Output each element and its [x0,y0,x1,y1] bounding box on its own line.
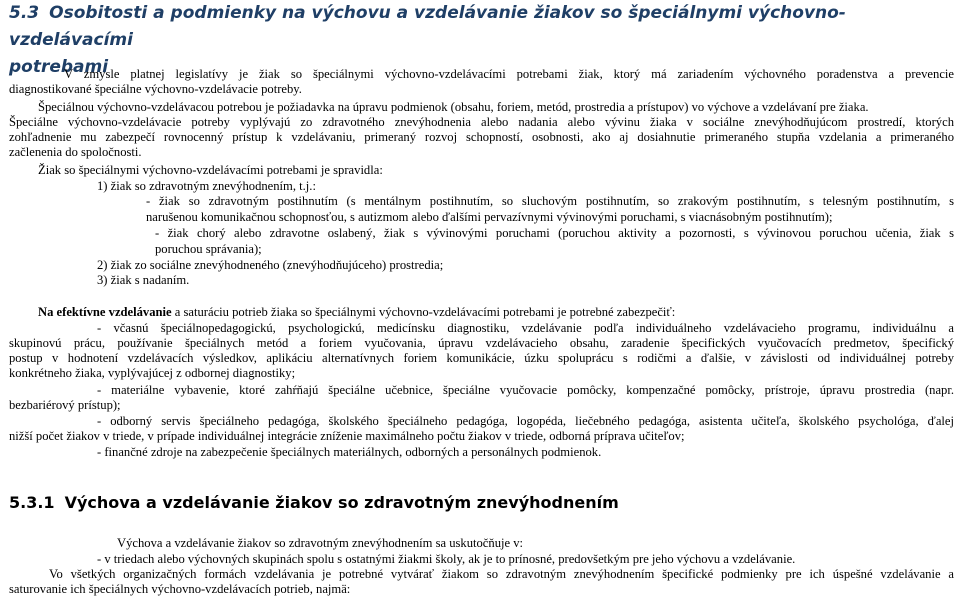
effective-lead [38,305,675,320]
subheading-number: 5.3.1 [9,493,55,512]
list-sub2-line1: - žiak chorý alebo zdravotne oslabený, žiak s vývinovými poruchami (poruchou aktivity a pozornosti, s vývinovou poruchou učenia, žiak s [155,226,954,240]
effective-b4-line1: - finančné zdroje na zabezpečenie špeciálnych materiálnych, odborných a personálnych podmienok. [97,445,602,459]
list-item-3: 3) žiak s nadaním. [97,273,190,287]
section-heading-5-3-1 [9,492,619,514]
para2-line2: Špeciálne výchovno-vzdelávacie potreby vyplývajú zo zdravotného znevýhodnenia alebo nadania alebo vývinu žiaka v sociálne znevýhodňujúcom prostredí, ktorých [9,115,954,129]
list-item-1: 1) žiak so zdravotným znevýhodnením, t.j.: [97,179,316,193]
effective-lead-rest: a saturáciu potrieb žiaka so špeciálnymi výchovno-vzdelávacími potrebami je potrebné zabezpečiť: [171,305,676,319]
heading-title-line2: potrebami [9,57,109,77]
effective-b3-line1: - odborný servis špeciálneho pedagóga, školského špeciálneho pedagóga, logopéda, liečebného pedagóga, asistenta učiteľa, školského psychológa, ďalej [97,414,954,428]
effective-b2-line1: - materiálne vybavenie, ktoré zahŕňajú špeciálne učebnice, špeciálne vyučovacie pomôcky, kompenzačné pomôcky, prístroje, úpravu prostredia (napr. [97,383,954,397]
effective-b1-line2: skupinovú prácu, používanie špeciálnych metód a foriem vyučovania, úpravu vzdelávacieho obsahu, zaradenie špecifických vyučovacích predmetov, špecifický [9,336,954,350]
list-item-2: 2) žiak zo sociálne znevýhodneného (znevýhodňujúceho) prostredia; [97,258,444,272]
effective-b3-line2: nižší počet žiakov v triede, v prípade individuálnej integrácie zníženie maximálneho počtu žiakov v triede, odborná príprava učiteľov; [9,429,685,443]
para2-line3: zohľadnenie mu zabezpečí rovnocenný prístup k vzdelávaniu, primeraný rozvoj schopností, osobnosti, ako aj dosiahnutie primeraného stupňa vzdelania a primeraného [9,130,954,144]
para1-line1: V zmysle platnej legislatívy je žiak so špeciálnymi výchovno-vzdelávacími potrebami žiak, ktorý má zariadením výchovného poradenstva a prevencie [64,67,954,81]
list-intro: Žiak so špeciálnymi výchovno-vzdelávacími potrebami je spravidla: [38,163,383,177]
heading-number: 5.3 [9,3,40,23]
effective-b1-line3: postup v hodnotení vzdelávacích výsledkov, aplikáciu alternatívnych foriem komunikácie, úzku spoluprácu s rodičmi a ďalšie, v závislosti od individuálnej potreby [9,351,954,365]
subheading-title: Výchova a vzdelávanie žiakov so zdravotným znevýhodnením [64,493,619,512]
para2-line1: Špeciálnou výchovno-vzdelávacou potrebou je požiadavka na úpravu podmienok (obsahu, foriem, metód, prostredia a prístupov) vo výchove a vzdelávaní pre žiaka. [38,100,869,114]
effective-b2-line2: bezbariérový prístup); [9,398,121,412]
list-sub2-line2: poruchou správania); [155,242,262,256]
heading-title-line1: Osobitosti a podmienky na výchovu a vzdelávanie žiakov so špeciálnymi výchovno-vzdelávacími [9,3,846,50]
effective-b1-line1: - včasnú špeciálnopedagogickú, psychologickú, medicínsku diagnostiku, vzdelávanie podľa individuálneho vzdelávacieho programu, individuálnu a [97,321,954,335]
list-sub1-line1: - žiak so zdravotným postihnutím (s mentálnym postihnutím, so sluchovým postihnutím, so zrakovým postihnutím, s telesným postihnutím, s [146,194,954,208]
list-sub1-line2: narušenou komunikačnou schopnosťou, s autizmom alebo ďalšími pervazívnymi vývinovými poruchami, s viacnásobným postihnutím); [146,210,833,224]
para2-line4: začlenenia do spoločnosti. [9,145,142,159]
effective-b1-line4: konkrétneho žiaka, vyplývajúcej z odbornej diagnostiky; [9,366,296,380]
para1-line2: diagnostikované špeciálne výchovno-vzdelávacie potreby. [9,82,302,96]
s531-line4: saturovanie ich špeciálnych výchovno-vzdelávacích potrieb, najmä: [9,582,351,596]
s531-line2: - v triedach alebo výchovných skupinách spolu s ostatnými žiakmi školy, ak je to prínosné, predovšetkým pre jeho výchovu a vzdelávanie. [97,552,796,566]
effective-lead-bold: Na efektívne vzdelávanie [38,305,172,319]
s531-line1: Výchova a vzdelávanie žiakov so zdravotným znevýhodnením sa uskutočňuje v: [117,536,524,550]
s531-line3: Vo všetkých organizačných formách vzdelávania je potrebné vytvárať žiakom so zdravotným znevýhodnením špecifické podmienky pre ich úspešné vzdelávanie a [49,567,954,581]
